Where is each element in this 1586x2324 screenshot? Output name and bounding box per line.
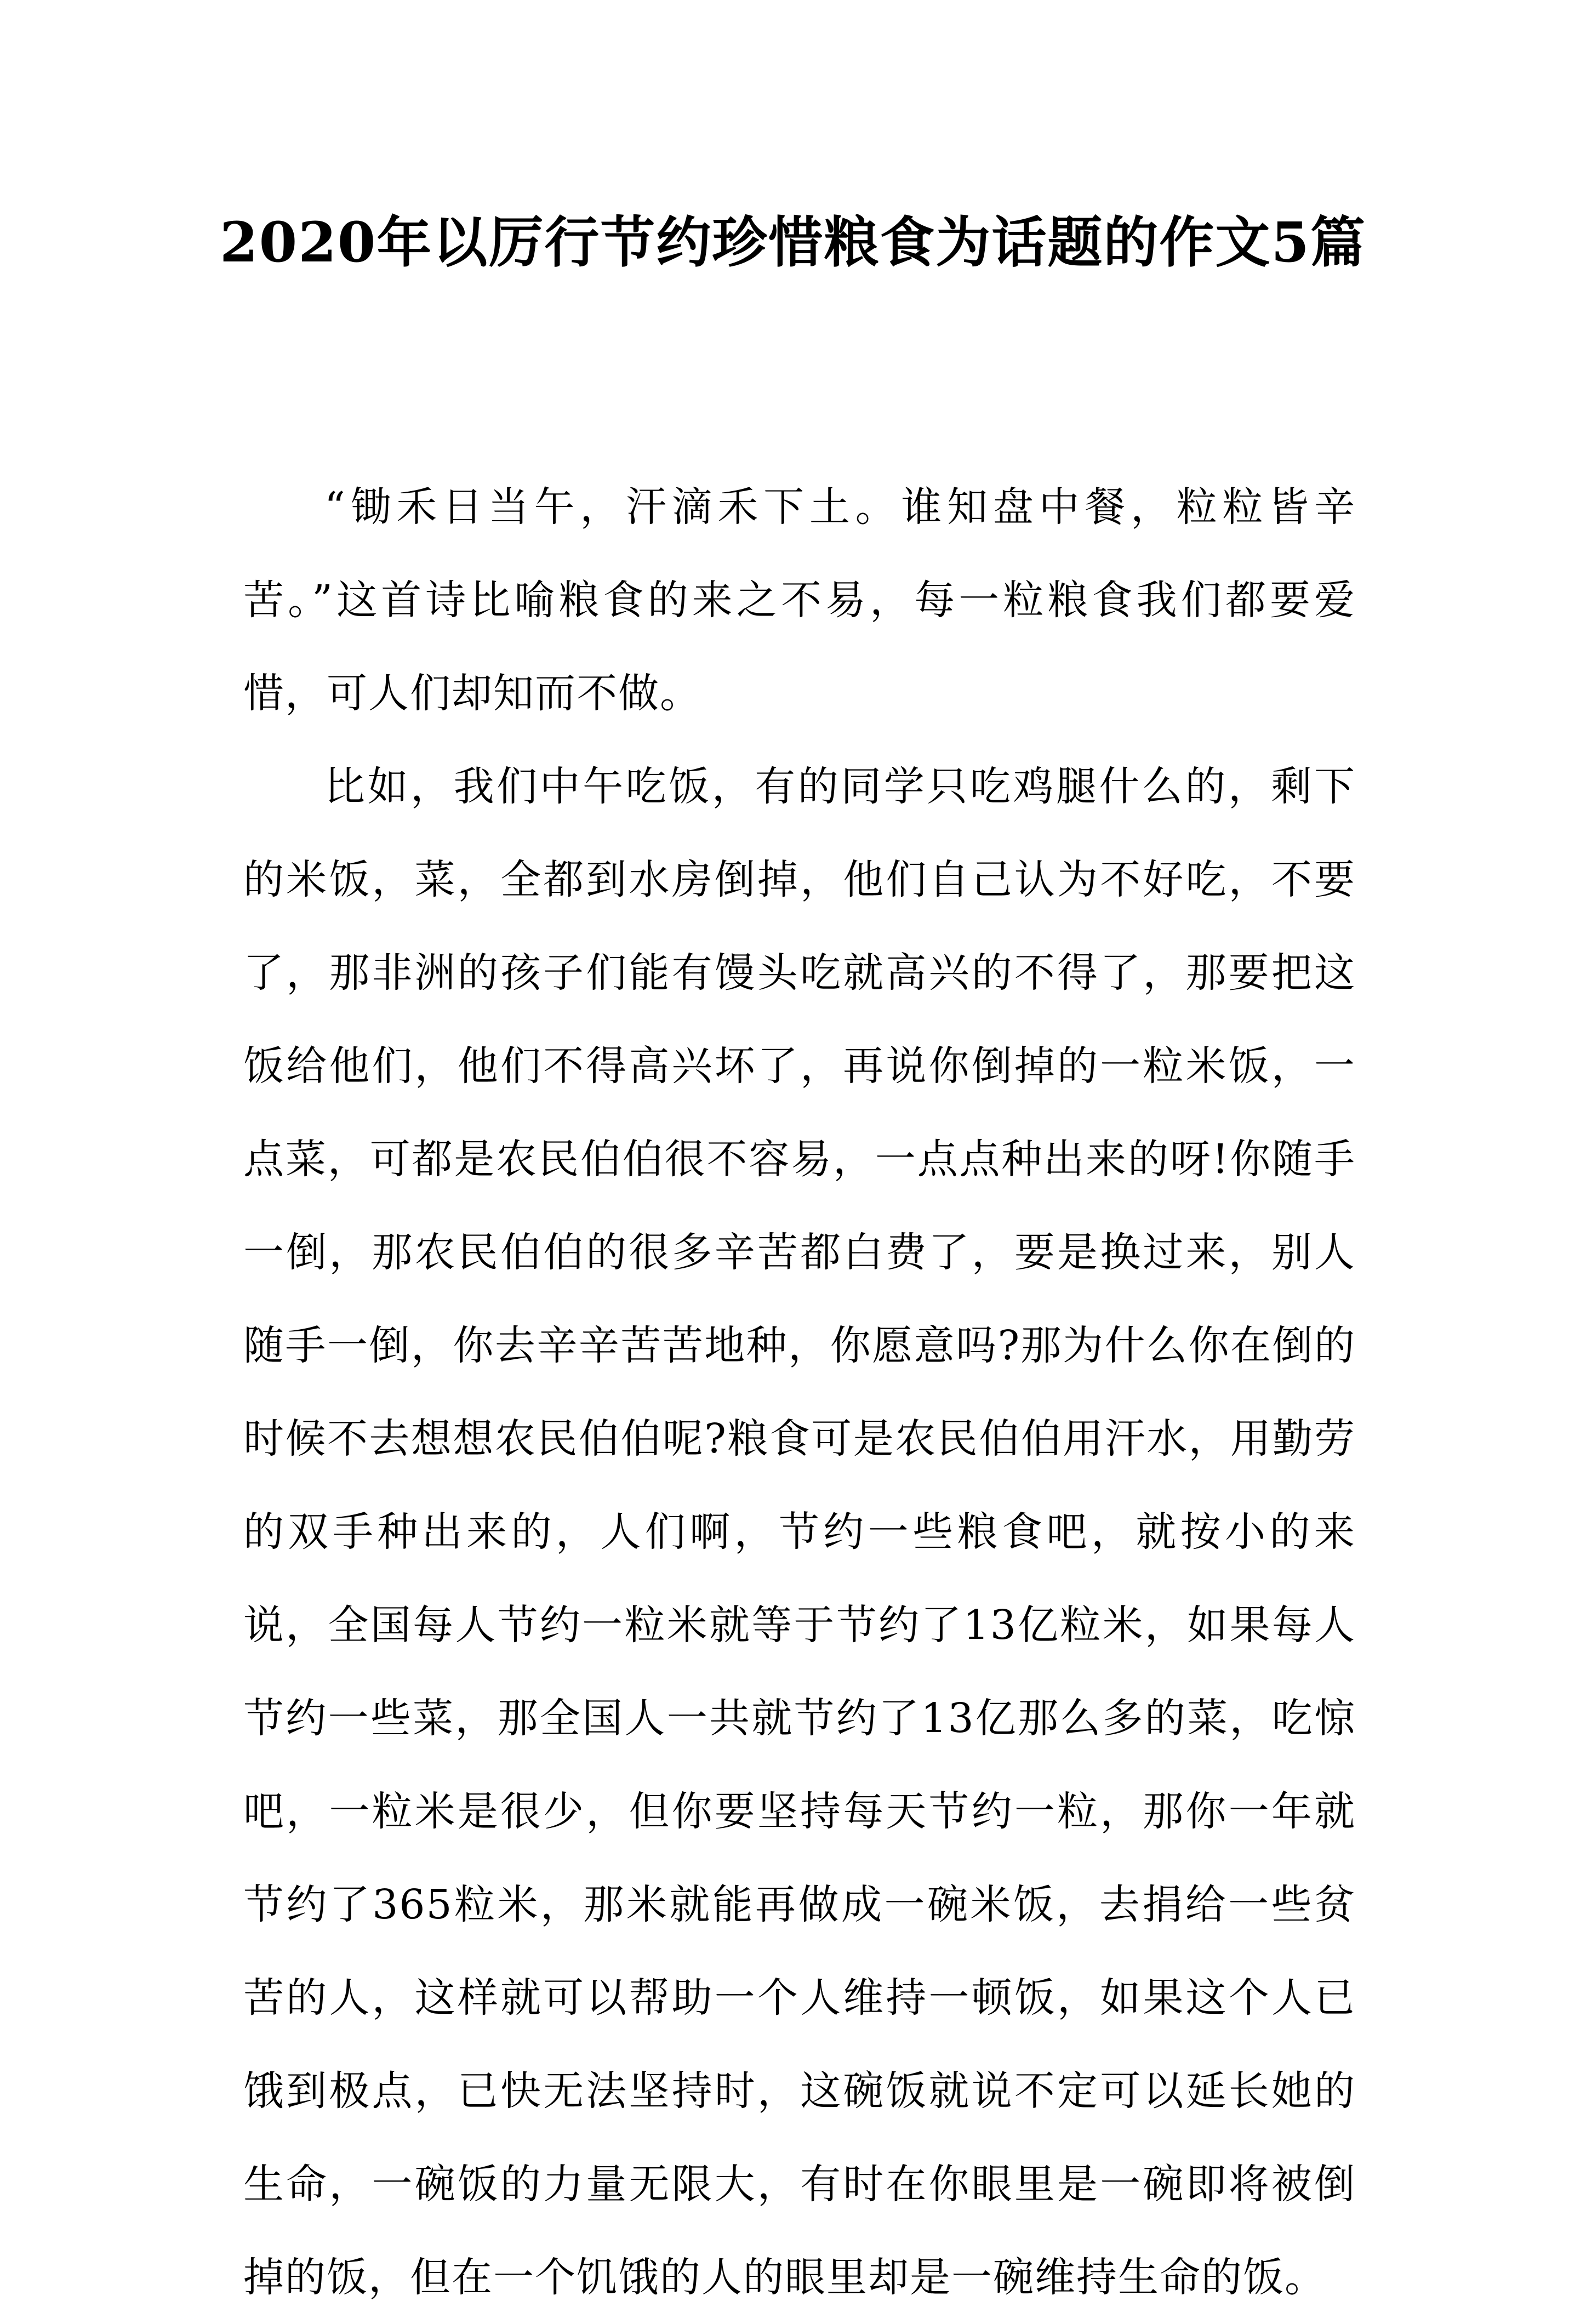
paragraph-1: “锄禾日当午，汗滴禾下土。谁知盘中餐，粒粒皆辛苦。”这首诗比喻粮食的来之不易，每一粒粮食我们都要爱惜，可人们却知而不做。 bbox=[243, 483, 1356, 717]
document-body bbox=[243, 460, 1356, 2324]
document-title: 2020年以厉行节约珍惜粮食为话题的作文5篇 bbox=[220, 210, 1366, 275]
paragraph-2: 比如，我们中午吃饭，有的同学只吃鸡腿什么的，剩下的米饭，菜，全都到水房倒掉，他们自己认为不好吃，不要了，那非洲的孩子们能有馒头吃就高兴的不得了，那要把这饭给他们，他们不得高兴坏了，再说你倒掉的一粒米饭，一点菜，可都是农民伯伯很不容易，一点点种出来的呀!你随手一倒，那农民伯伯的很多辛苦都白费了，要是换过来，别人随手一倒，你去辛辛苦苦地种，你愿意吗?那为什么你在倒的时候不去想想农民伯伯呢?粮食可是农民伯伯用汗水，用勤劳的双手种出来的，人们啊，节约一些粮食吧，就按小的来说，全国每人节约一粒米就等于节约了13亿粒米，如果每人节约一些菜，那全国人一共就节约了13亿那么多的菜，吃惊吧，一粒米是很少，但你要坚持每天节约一粒，那你一年就节约了365粒米，那米就能再做成一碗米饭，去捐给一些贫苦的人，这样就可以帮助一个人维持一顿饭，如果这个人已饿到极点，已快无法坚持时，这碗饭就说不定可以延长她的生命，一碗饭的力量无限大，有时在你眼里是一碗即将被倒掉的饭，但在一个饥饿的人的眼里却是一碗维持生命的饭。 bbox=[243, 763, 1356, 2301]
